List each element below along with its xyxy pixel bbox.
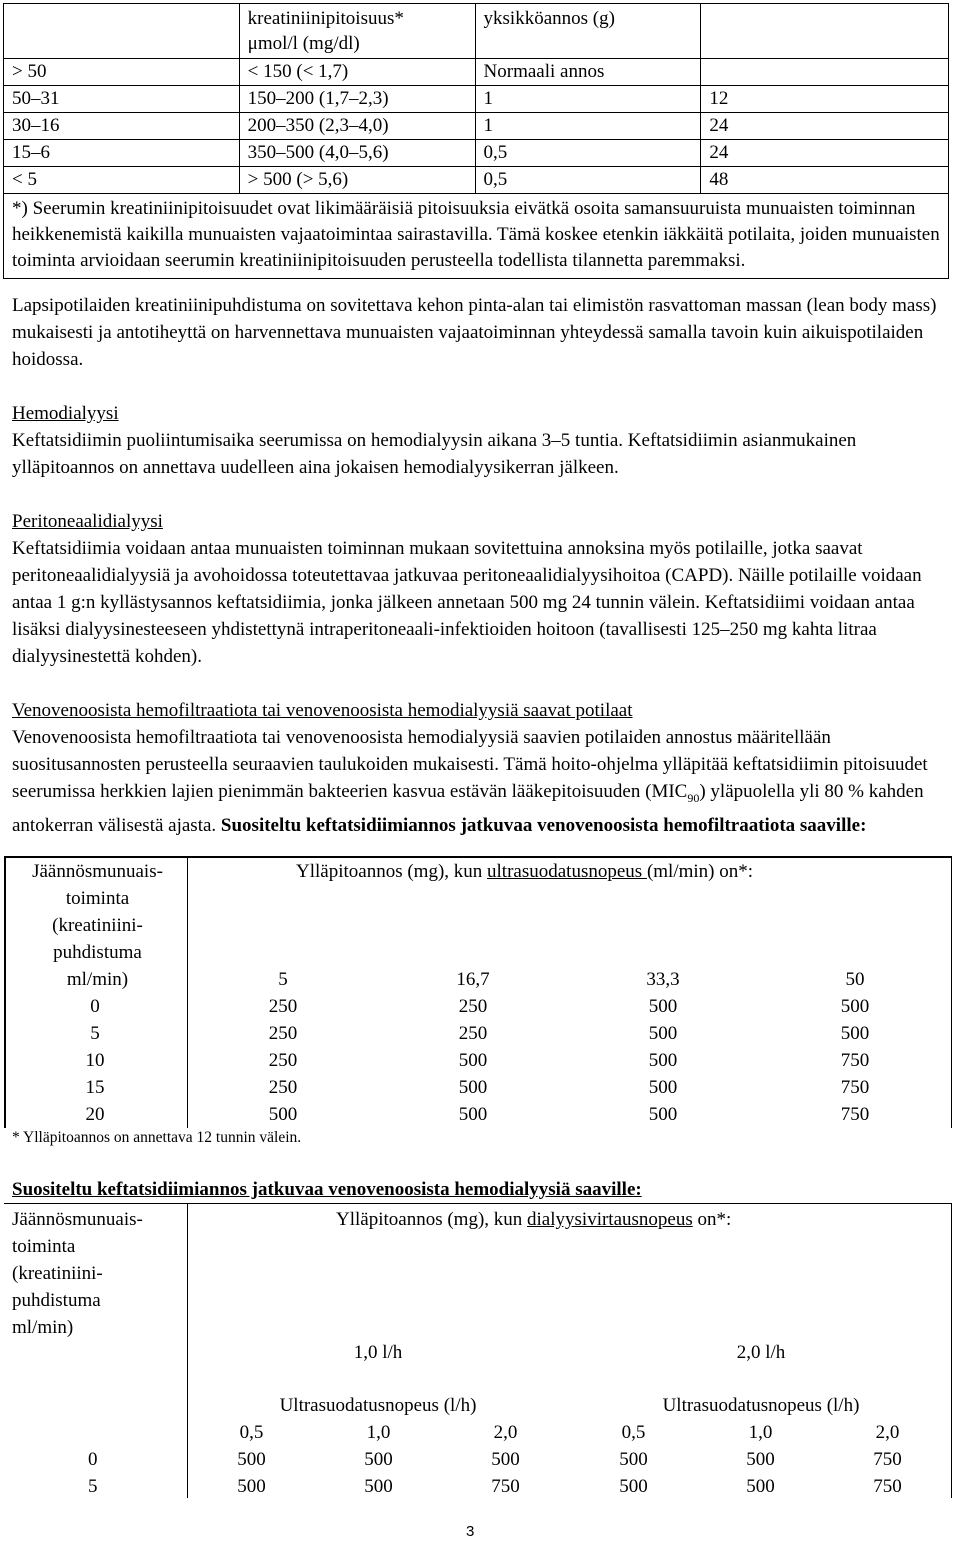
col-header-text: Ylläpitoannos (mg), kun bbox=[296, 861, 488, 882]
table-cell: 0,5 bbox=[475, 167, 701, 194]
uf-value: 2,0 bbox=[493, 1422, 518, 1443]
table-cell: 350–500 (4,0–5,6) bbox=[239, 140, 475, 167]
table-row bbox=[4, 86, 949, 113]
col-header-underlined: ultrasuodatusnopeus bbox=[487, 861, 647, 882]
uf-value: 2,0 bbox=[875, 1422, 900, 1443]
table-cell: 750 bbox=[873, 1476, 902, 1497]
table-cell: 250 bbox=[458, 996, 488, 1017]
col-header-underlined: dialyysivirtausnopeus bbox=[527, 1209, 693, 1230]
table2-footnote: * Ylläpitoannos on annettava 12 tunnin välein. bbox=[12, 1129, 302, 1146]
table-cell bbox=[701, 4, 949, 59]
table-cell: 500 bbox=[619, 1476, 648, 1497]
table-cell: 250 bbox=[268, 1077, 298, 1098]
table-cell: < 5 bbox=[4, 167, 240, 194]
table2-col-header bbox=[296, 858, 753, 885]
table-cell: 24 bbox=[701, 140, 949, 167]
table-cell: 500 bbox=[268, 1104, 298, 1125]
mic-subscript: 90 bbox=[687, 790, 700, 805]
table-cell: 500 bbox=[458, 1104, 488, 1125]
venovenous-text: Venovenoosista hemofiltraatiota tai venovenoosista hemodialyysiä saavien potilaiden annostus määritellään suositusannosten perusteella seuraavien taulukoiden mukaisesti. Tämä hoito-ohjelma ylläpitää keftatsidiimin pitoisuudet seerumissa herkkien lajien pienimmän bakteerien kasvua estävän lääkepitoisuuden (MIC bbox=[12, 727, 928, 802]
table-row bbox=[4, 194, 949, 279]
table-cell: 500 bbox=[840, 996, 870, 1017]
table2-col-5: 5 bbox=[278, 969, 288, 990]
peritoneal-dialysis-heading: Peritoneaalidialyysi bbox=[12, 511, 163, 532]
table-cell: 12 bbox=[701, 86, 949, 113]
dose-table-1 bbox=[3, 3, 949, 279]
table-cell: 30–16 bbox=[4, 113, 240, 140]
peritoneal-dialysis-paragraph: Keftatsidiimia voidaan antaa munuaisten toiminnan mukaan sovitettuina annoksina myös potilaille, jotka saavat peritoneaalidialyysiä ja avohoidossa toteutettavaa jatkuvaa peritoneaalidialyysihoitoa (CAPD). Näille potilaille voidaan antaa 1 g:n kyllästysannos keftatsidiimia, jonka jälkeen annetaan 500 mg 24 tunnin välein. Keftatsidiimi voidaan antaa lisäksi dialyysinesteeseen yhdistettynä intraperitoneaali-infektioiden hoitoon (tavallisesti 125–250 mg kahta litraa dialyysinestettä kohden). bbox=[12, 538, 922, 667]
table2-col-33-3: 33,3 bbox=[646, 969, 680, 990]
table-header-creatinine: kreatiniinipitoisuus* μmol/l (mg/dl) bbox=[239, 4, 475, 59]
table-cell: 500 bbox=[746, 1449, 775, 1470]
table-cell: 0 bbox=[88, 1449, 98, 1470]
table-cell: 500 bbox=[648, 996, 678, 1017]
table-cell: 500 bbox=[458, 1050, 488, 1071]
table2-row-header: Jäännösmunuais- toiminta (kreatiniini- puhdistuma ml/min) bbox=[32, 861, 163, 990]
table-cell: 750 bbox=[873, 1449, 902, 1470]
col-header-text-end: (ml/min) on*: bbox=[646, 861, 754, 882]
table-cell: 5 bbox=[88, 1476, 98, 1497]
table-cell: 0,5 bbox=[475, 140, 701, 167]
table-cell: 500 bbox=[237, 1449, 266, 1470]
uf-label-1: Ultrasuodatusnopeus (l/h) bbox=[279, 1395, 477, 1416]
table-cell: 750 bbox=[840, 1077, 870, 1098]
table-cell: 500 bbox=[648, 1077, 678, 1098]
table-cell bbox=[701, 59, 949, 86]
table-cell: > 50 bbox=[4, 59, 240, 86]
table-cell: 15–6 bbox=[4, 140, 240, 167]
table-row bbox=[4, 167, 949, 194]
table-cell: 0 bbox=[90, 996, 100, 1017]
table-cell: 250 bbox=[268, 1050, 298, 1071]
hemodialysis-paragraph: Keftatsidiimin puoliintumisaika seerumissa on hemodialyysin aikana 3–5 tuntia. Keftatsidiimin asianmukainen ylläpitoannos on annettava uudelleen aina jokaisen hemodialyysikerran jälkeen. bbox=[12, 430, 857, 478]
table-cell: 500 bbox=[491, 1449, 520, 1470]
table-cell bbox=[4, 4, 240, 59]
table-cell: 500 bbox=[237, 1476, 266, 1497]
table-cell: 750 bbox=[491, 1476, 520, 1497]
table-cell: 15 bbox=[85, 1077, 105, 1098]
table-cell: 20 bbox=[85, 1104, 105, 1125]
table-cell: 50–31 bbox=[4, 86, 240, 113]
table-cell: 150–200 (1,7–2,3) bbox=[239, 86, 475, 113]
venovenous-heading: Venovenoosista hemofiltraatiota tai venovenoosista hemodialyysiä saavat potilaat bbox=[12, 700, 633, 721]
venovenous-paragraph bbox=[12, 724, 952, 839]
page-number: 3 bbox=[466, 1523, 475, 1540]
table-cell: 750 bbox=[840, 1050, 870, 1071]
table1-footnote: *) Seerumin kreatiniinipitoisuudet ovat likimääräisiä pitoisuuksia eivätkä osoita samansuuruista munuaisten toiminnan heikkenemistä kaikilla munuaisten vajaatoimintaa sairastavilla. Tämä koskee etenkin iäkkäitä potilaita, joiden munuaisten toiminta arvioidaan seerumin kreatiniinipitoisuuden perusteella todellista tilannetta paremmaksi. bbox=[4, 194, 949, 279]
table-cell: > 500 (> 5,6) bbox=[239, 167, 475, 194]
table-row bbox=[4, 140, 949, 167]
table-cell: Normaali annos bbox=[475, 59, 701, 86]
table-cell: < 150 (< 1,7) bbox=[239, 59, 475, 86]
table-header-unit-dose: yksikköannos (g) bbox=[475, 4, 701, 59]
flow-2-0: 2,0 l/h bbox=[736, 1342, 786, 1363]
uf-value: 1,0 bbox=[366, 1422, 391, 1443]
table-cell: 250 bbox=[268, 996, 298, 1017]
hemodialysis-table-title: Suositeltu keftatsidiimiannos jatkuvaa venovenoosista hemodialyysiä saaville: bbox=[12, 1179, 642, 1200]
table3-col-header bbox=[336, 1206, 731, 1233]
pediatric-paragraph: Lapsipotilaiden kreatiniinipuhdistuma on sovitettava kehon pinta-alan tai elimistön rasvattoman massan (lean body mass) mukaisesti ja antotiheyttä on harvennettava munuaisten vajaatoiminnan yhteydessä samalla tavoin kuin aikuispotilaiden hoidossa. bbox=[12, 295, 937, 370]
table-cell: 750 bbox=[840, 1104, 870, 1125]
table-cell: 10 bbox=[85, 1050, 105, 1071]
venovenous-text-cont: ) yläpuolella yli 80 % kahden antokerran välisestä ajasta. bbox=[12, 781, 924, 836]
table-cell: 500 bbox=[458, 1077, 488, 1098]
col-header-text-end: on*: bbox=[692, 1209, 732, 1230]
table-cell: 500 bbox=[840, 1023, 870, 1044]
table-cell: 24 bbox=[701, 113, 949, 140]
table-cell: 500 bbox=[619, 1449, 648, 1470]
table3-row-header: Jäännösmunuais- toiminta (kreatiniini- puhdistuma ml/min) bbox=[12, 1209, 143, 1338]
table-cell: 500 bbox=[364, 1449, 393, 1470]
hemofiltration-table-title: Suositeltu keftatsidiimiannos jatkuvaa venovenoosista hemofiltraatiota saaville: bbox=[220, 814, 867, 836]
table-cell: 500 bbox=[364, 1476, 393, 1497]
table-cell: 500 bbox=[746, 1476, 775, 1497]
table-row bbox=[4, 59, 949, 86]
table2-col-16-7: 16,7 bbox=[456, 969, 490, 990]
uf-value: 0,5 bbox=[239, 1422, 264, 1443]
table-cell: 1 bbox=[475, 86, 701, 113]
uf-value: 1,0 bbox=[748, 1422, 773, 1443]
hemodialysis-heading: Hemodialyysi bbox=[12, 403, 119, 424]
col-header-text: Ylläpitoannos (mg), kun bbox=[336, 1209, 528, 1230]
table-row bbox=[4, 113, 949, 140]
table-row bbox=[4, 4, 949, 59]
table-cell: 48 bbox=[701, 167, 949, 194]
table-cell: 500 bbox=[648, 1023, 678, 1044]
uf-label-2: Ultrasuodatusnopeus (l/h) bbox=[662, 1395, 860, 1416]
table-cell: 500 bbox=[648, 1104, 678, 1125]
table-cell: 1 bbox=[475, 113, 701, 140]
table-cell: 250 bbox=[268, 1023, 298, 1044]
flow-1-0: 1,0 l/h bbox=[353, 1342, 403, 1363]
uf-value: 0,5 bbox=[621, 1422, 646, 1443]
table-cell: 5 bbox=[90, 1023, 100, 1044]
table-cell: 250 bbox=[458, 1023, 488, 1044]
table2-col-50: 50 bbox=[845, 969, 865, 990]
table-cell: 500 bbox=[648, 1050, 678, 1071]
table-cell: 200–350 (2,3–4,0) bbox=[239, 113, 475, 140]
